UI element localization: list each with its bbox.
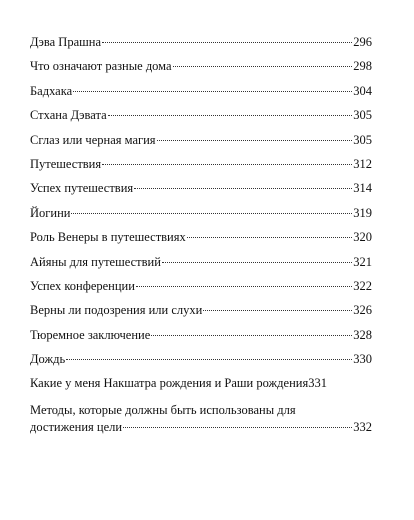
dot-leader (151, 335, 352, 336)
toc-entry-title: Верны ли подозрения или слухи (30, 303, 203, 318)
toc-entry (30, 83, 372, 107)
toc-entry-page: 312 (353, 156, 372, 171)
toc-entry-continuation (30, 419, 372, 436)
toc-entry-page: 332 (353, 419, 372, 434)
dot-leader (134, 188, 352, 189)
toc-entry-title: Какие у меня Накшатра рождения и Раши рождения (30, 376, 309, 391)
dot-leader (108, 115, 353, 116)
toc-entry-title: Что означают разные дома (30, 59, 172, 74)
toc-entry (30, 229, 372, 253)
dot-leader (173, 66, 353, 67)
toc-entry (30, 327, 372, 351)
toc-entry (30, 58, 372, 82)
toc-entry-page: 305 (353, 108, 372, 123)
toc-entry (30, 156, 372, 180)
toc-entry-title: Успех путешествия (30, 181, 134, 196)
toc-entry-page: 304 (353, 83, 372, 98)
dot-leader (157, 140, 353, 141)
toc-entry-page: 320 (353, 230, 372, 245)
toc-entry-page: 298 (353, 59, 372, 74)
dot-leader (136, 286, 352, 287)
toc-entry-title: Методы, которые должны быть использованы для (30, 402, 296, 417)
toc-entry-page: 331 (308, 376, 327, 391)
toc-entry-title: Айяны для путешествий (30, 254, 161, 269)
dot-leader (66, 359, 352, 360)
toc-entry (30, 107, 372, 131)
toc-entry-title: Тюремное заключение (30, 327, 151, 342)
toc-entry-title: Сглаз или черная магия (30, 132, 156, 147)
toc-entry-title: Роль Венеры в путешествиях (30, 230, 186, 245)
toc-entry-page: 296 (353, 35, 372, 49)
table-of-contents (30, 34, 372, 436)
toc-entry-page: 330 (353, 352, 372, 367)
toc-entry-page: 314 (353, 181, 372, 196)
dot-leader (123, 427, 352, 428)
toc-entry (30, 254, 372, 278)
dot-leader (102, 42, 352, 43)
toc-entry (30, 205, 372, 229)
toc-entry (30, 180, 372, 204)
toc-entry (30, 402, 372, 436)
toc-entry-page: 326 (353, 303, 372, 318)
dot-leader (71, 213, 352, 214)
dot-leader (162, 262, 352, 263)
toc-entry (30, 132, 372, 156)
toc-entry-title-continued: достижения цели (30, 419, 123, 434)
toc-entry-page: 328 (353, 327, 372, 342)
dot-leader (187, 237, 353, 238)
toc-entry-page: 321 (353, 254, 372, 269)
toc-entry-title: Стхана Дэвата (30, 108, 107, 123)
toc-entry (30, 302, 372, 326)
toc-entry (30, 278, 372, 302)
toc-entry-page: 305 (353, 132, 372, 147)
toc-entry-title: Йогини (30, 205, 71, 220)
toc-entry-title: Дэва Прашна (30, 35, 101, 49)
toc-entry-title: Путешествия (30, 156, 102, 171)
toc-entry-page: 322 (353, 278, 372, 293)
toc-entry-title: Дождь (30, 352, 66, 367)
dot-leader (102, 164, 352, 165)
toc-entry-title: Успех конференции (30, 278, 135, 293)
toc-entry (30, 34, 372, 58)
dot-leader (203, 310, 352, 311)
toc-entry-page: 319 (353, 205, 372, 220)
toc-entry-title: Бадхака (30, 83, 73, 98)
toc-entry (30, 375, 372, 399)
toc-entry (30, 351, 372, 375)
dot-leader (73, 91, 352, 92)
